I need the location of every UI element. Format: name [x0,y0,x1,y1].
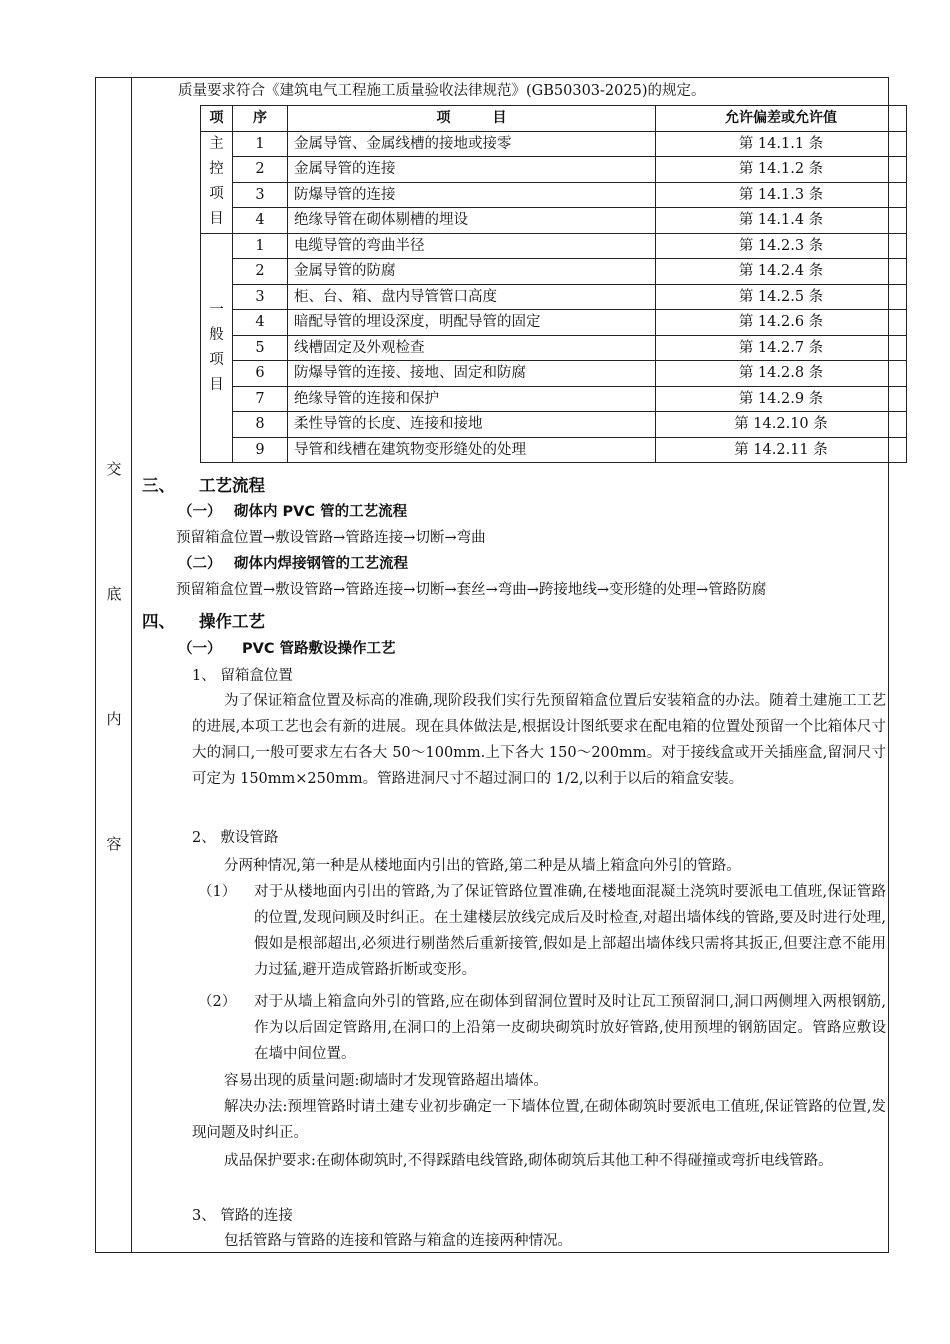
item-cell: 暗配导管的埋设深度，明配导管的固定 [288,310,656,336]
header-item: 项 目 [288,106,656,132]
intro-text: 质量要求符合《建筑电气工程施工质量验收法律规范》(GB50303-2025)的规定。 [178,83,706,99]
value-cell: 第 14.2.4 条 [656,259,907,285]
header-group: 项 [201,106,233,132]
side-label-char: 内 [106,710,122,728]
table-row [201,361,907,387]
seq-cell: 7 [233,386,288,412]
item-cell: 线槽固定及外观检查 [288,335,656,361]
item-cell: 防爆导管的连接、接地、固定和防腐 [288,361,656,387]
item-cell: 电缆导管的弯曲半径 [288,233,656,259]
sec3-sub2-title: 砌体内焊接钢管的工艺流程 [234,556,408,572]
seq-cell: 3 [233,284,288,310]
table-row [201,284,907,310]
sec4-para3: 容易出现的质量问题:砌墙时才发现管路超出墙体。 [224,1073,548,1089]
value-cell: 第 14.2.9 条 [656,386,907,412]
sec3-sub2-number: （二） [178,556,222,572]
sec3-flow1: 预留箱盒位置→敷设管路→管路连接→切断→弯曲 [176,530,486,546]
table-row [201,157,907,183]
sec4-item1: 1、 留箱盒位置 [192,668,293,684]
group-label-char: 控 [209,161,224,177]
sec4-sub1-title: PVC 管路敷设操作工艺 [242,641,396,657]
value-cell: 第 14.2.6 条 [656,310,907,336]
item-cell: 金属导管、金属线槽的接地或接零 [288,131,656,157]
group-label [201,131,233,233]
item-cell: 金属导管的连接 [288,157,656,183]
table-row [201,182,907,208]
sec4-para2: 分两种情况,第一种是从楼地面内引出的管路,第二种是从墙上箱盒向外引的管路。 [224,858,741,874]
side-label-column [96,78,132,1252]
item-cell: 防爆导管的连接 [288,182,656,208]
sec4-para1: 为了保证箱盒位置及标高的准确,现阶段我们实行先预留箱盒位置后安装箱盒的办法。随着土建施工工艺的进展,本项工艺也会有新的进展。现在具体做法是,根据设计图纸要求在配电箱的位置处预留一个比箱体尺寸大的洞口,一般可要求左右各大 50～100mm.上下各大 150～200mm。对于接线盒或开关插座盒,留洞尺寸可定为 150mm×250mm。管路进洞尺寸不超过洞口的 1/2,以利于以后的箱盒安装。 [192,693,886,787]
seq-cell: 6 [233,361,288,387]
seq-cell: 1 [233,233,288,259]
sec4-title: 操作工艺 [199,612,265,631]
seq-cell: 2 [233,157,288,183]
value-cell: 第 14.2.10 条 [656,412,907,438]
sec4-para6: 包括管路与管路的连接和管路与箱盒的连接两种情况。 [224,1233,572,1249]
table-row [201,335,907,361]
side-label-char: 交 [106,460,122,478]
seq-cell: 3 [233,182,288,208]
item-cell: 柜、台、箱、盘内导管管口高度 [288,284,656,310]
value-cell: 第 14.1.1 条 [656,131,907,157]
group-label-char: 项 [209,351,224,368]
table-row [201,412,907,438]
sec4-sub1-number: （一） [178,641,222,657]
group-label-char: 主 [209,136,224,152]
value-cell: 第 14.1.2 条 [656,157,907,183]
item-cell: 导管和线槽在建筑物变形缝处的处理 [288,437,656,463]
group-label-char: 目 [209,376,224,393]
sec3-title: 工艺流程 [199,476,265,495]
sec4-para2-2-number: （2） [198,994,237,1010]
value-cell: 第 14.1.3 条 [656,182,907,208]
group-label-text [201,132,232,232]
sec4-para4: 解决办法:预埋管路时请土建专业初步确定一下墙体位置,在砌体砌筑时要派电工值班,保证管路的位置,发现问题及时纠正。 [192,1099,886,1141]
table-row [201,131,907,157]
value-cell: 第 14.2.11 条 [656,437,907,463]
sec4-item3: 3、 管路的连接 [192,1208,293,1224]
sec3-number: 三、 [142,476,175,495]
content-area [132,78,888,1252]
group-label-char: 一 [209,301,224,318]
item-cell: 绝缘导管在砌体剔槽的埋设 [288,208,656,234]
side-label-char: 底 [106,585,122,603]
table-row [201,310,907,336]
value-cell: 第 14.2.3 条 [656,233,907,259]
requirements-table [200,105,907,463]
seq-cell: 4 [233,310,288,336]
seq-cell: 8 [233,412,288,438]
sec4-number: 四、 [142,612,175,631]
table-row [201,259,907,285]
item-cell: 金属导管的防腐 [288,259,656,285]
group-label [201,233,233,463]
sec4-para2-1-number: （1） [198,884,237,900]
item-cell: 绝缘导管的连接和保护 [288,386,656,412]
group-label-char: 目 [209,211,224,227]
header-value: 允许偏差或允许值 [656,106,907,132]
seq-cell: 2 [233,259,288,285]
side-label-char: 容 [106,835,122,853]
sec3-sub1-title: 砌体内 PVC 管的工艺流程 [234,504,408,520]
sec4-para2-1: 对于从楼地面内引出的管路,为了保证管路位置准确,在楼地面混凝土浇筑时要派电工值班,保证管路的位置,发现问顾及时纠正。在土建楼层放线完成后及时检查,对超出墙体线的管路,要及时进行处理,假如是根部超出,必须进行剔凿然后重新接管,假如是上部超出墙体线只需将其扳正,但要注意不能用力过猛,避开造成管路折断或变形。 [254,884,886,978]
table-row [201,386,907,412]
sec4-para5: 成品保护要求:在砌体砌筑时,不得踩踏电线管路,砌体砌筑后其他工种不得碰撞或弯折电线管路。 [224,1153,833,1169]
seq-cell: 5 [233,335,288,361]
value-cell: 第 14.2.8 条 [656,361,907,387]
seq-cell: 4 [233,208,288,234]
seq-cell: 9 [233,437,288,463]
sec4-item2: 2、 敷设管路 [192,830,279,846]
table-body [201,131,907,463]
group-label-char: 项 [209,186,224,202]
document-frame [95,77,889,1253]
table-row [201,208,907,234]
value-cell: 第 14.2.5 条 [656,284,907,310]
item-cell: 柔性导管的长度、连接和接地 [288,412,656,438]
sec3-flow2: 预留箱盒位置→敷设管路→管路连接→切断→套丝→弯曲→跨接地线→变形缝的处理→管路防腐 [176,582,767,598]
sec4-para2-2: 对于从墙上箱盒向外引的管路,应在砌体到留洞位置时及时让瓦工预留洞口,洞口两侧埋入两根钢筋,作为以后固定管路用,在洞口的上沿第一皮砌块砌筑时放好管路,使用预埋的钢筋固定。管路应敷设在墙中间位置。 [254,994,886,1062]
group-label-text [201,298,232,398]
group-label-char: 般 [209,326,224,343]
table-row [201,437,907,463]
header-seq: 序 [233,106,288,132]
table-header-row [201,106,907,132]
table-row [201,233,907,259]
seq-cell: 1 [233,131,288,157]
value-cell: 第 14.2.7 条 [656,335,907,361]
sec3-sub1-number: （一） [178,504,222,520]
value-cell: 第 14.1.4 条 [656,208,907,234]
